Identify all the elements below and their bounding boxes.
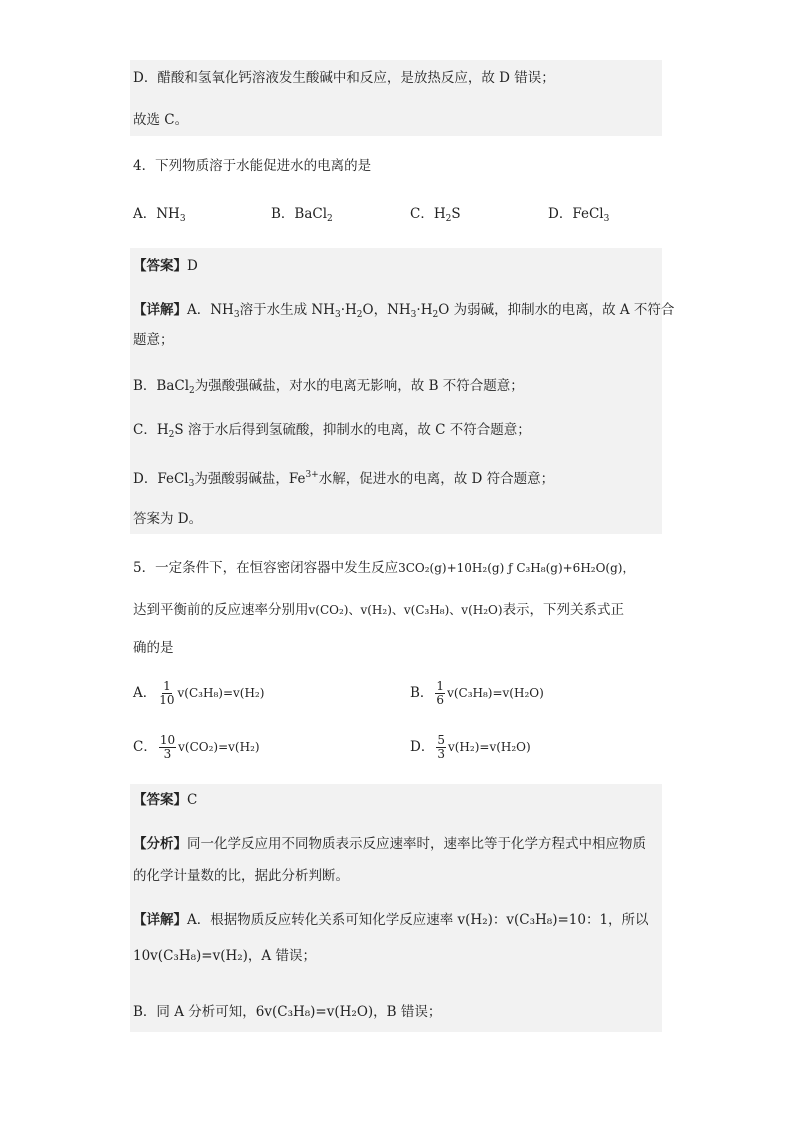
fraction: $\frac{1}{6}$ bbox=[436, 679, 445, 707]
q5-answer: 【答案】C bbox=[133, 792, 198, 808]
fraction: $\frac{10}{3}$ bbox=[159, 733, 176, 761]
q5-answer-block bbox=[130, 784, 662, 1032]
q4-option-d: D．FeCl$_3$ bbox=[548, 206, 610, 224]
q5-option-d: D． $\frac{5}{3}$ v(H₂)=v(H₂O) bbox=[410, 733, 531, 761]
fraction: $\frac{1}{10}$ bbox=[159, 679, 175, 707]
q4-answer: 【答案】D bbox=[133, 258, 198, 274]
q4-option-c: C．$H_2S$ bbox=[410, 206, 461, 224]
q5-stem-line2: 达到平衡前的反应速率分别用v(CO₂)、v(H₂)、v(C₃H₈)、v(H₂O)表示，下列关系式正 bbox=[133, 602, 625, 618]
q4-detail-c: C．$H_2S$ 溶于水后得到氢硫酸，抑制水的电离，故 C 不符合题意； bbox=[133, 422, 531, 440]
q5-analysis-line2: 的化学计量数的比，据此分析判断。 bbox=[133, 868, 349, 884]
q5-rate-symbols: v(CO₂)、v(H₂)、v(C₃H₈)、v(H₂O) bbox=[308, 603, 503, 617]
q4-detail-a: 【详解】A．$NH_3$溶于水生成 $NH_3\cdot H_2O$，$NH_3\cdot H_2O$ 为弱碱，抑制水的电离，故 A 不符合 bbox=[133, 302, 675, 320]
q3-conclusion: 故选 C。 bbox=[133, 112, 189, 128]
q5-detail-a-line2: 10v(C₃H₈)=v(H₂)，A 错误； bbox=[133, 948, 316, 964]
q5-analysis-line1: 【分析】同一化学反应用不同物质表示反应速率时，速率比等于化学方程式中相应物质 bbox=[133, 836, 646, 852]
q3-option-d-explanation: D．醋酸和氢氧化钙溶液发生酸碱中和反应，是放热反应，故 D 错误； bbox=[133, 70, 555, 86]
q5-detail-b: B．同 A 分析可知，6v(C₃H₈)=v(H₂O)，B 错误； bbox=[133, 1004, 442, 1020]
q4-detail-b: B．BaCl$_2$为强酸强碱盐，对水的电离无影响，故 B 不符合题意； bbox=[133, 378, 524, 396]
q4-stem: 4．下列物质溶于水能促进水的电离的是 bbox=[133, 158, 372, 174]
q4-detail-a-continued: 题意； bbox=[133, 332, 174, 348]
q4-option-b: B．BaCl$_2$ bbox=[271, 206, 333, 224]
q4-conclusion: 答案为 D。 bbox=[133, 511, 203, 527]
q5-option-c: C． $\frac{10}{3}$ v(CO₂)=v(H₂) bbox=[133, 733, 260, 761]
q5-option-b: B． $\frac{1}{6}$ v(C₃H₈)=v(H₂O) bbox=[410, 679, 544, 707]
q4-detail-d: D．FeCl$_3$为强酸弱碱盐，$Fe^{3+}$水解，促进水的电离，故 D 符合题意； bbox=[133, 470, 555, 489]
q4-option-a: A．$NH_3$ bbox=[133, 206, 186, 224]
q5-detail-a-line1: 【详解】A．根据物质反应转化关系可知化学反应速率 v(H₂)：v(C₃H₈)=10：1，所以 bbox=[133, 912, 649, 928]
q5-reaction-equation: 3CO₂(g)+10H₂(g) ƒ C₃H₈(g)+6H₂O(g)， bbox=[398, 561, 635, 575]
fraction: $\frac{5}{3}$ bbox=[437, 733, 445, 761]
q5-option-a: A． $\frac{1}{10}$ v(C₃H₈)=v(H₂) bbox=[133, 679, 265, 707]
q5-stem-line3: 确的是 bbox=[133, 640, 174, 656]
q5-stem-line1: 5．一定条件下，在恒容密闭容器中发生反应3CO₂(g)+10H₂(g) ƒ C₃H₈(g)+6H₂O(g)， bbox=[133, 560, 635, 576]
